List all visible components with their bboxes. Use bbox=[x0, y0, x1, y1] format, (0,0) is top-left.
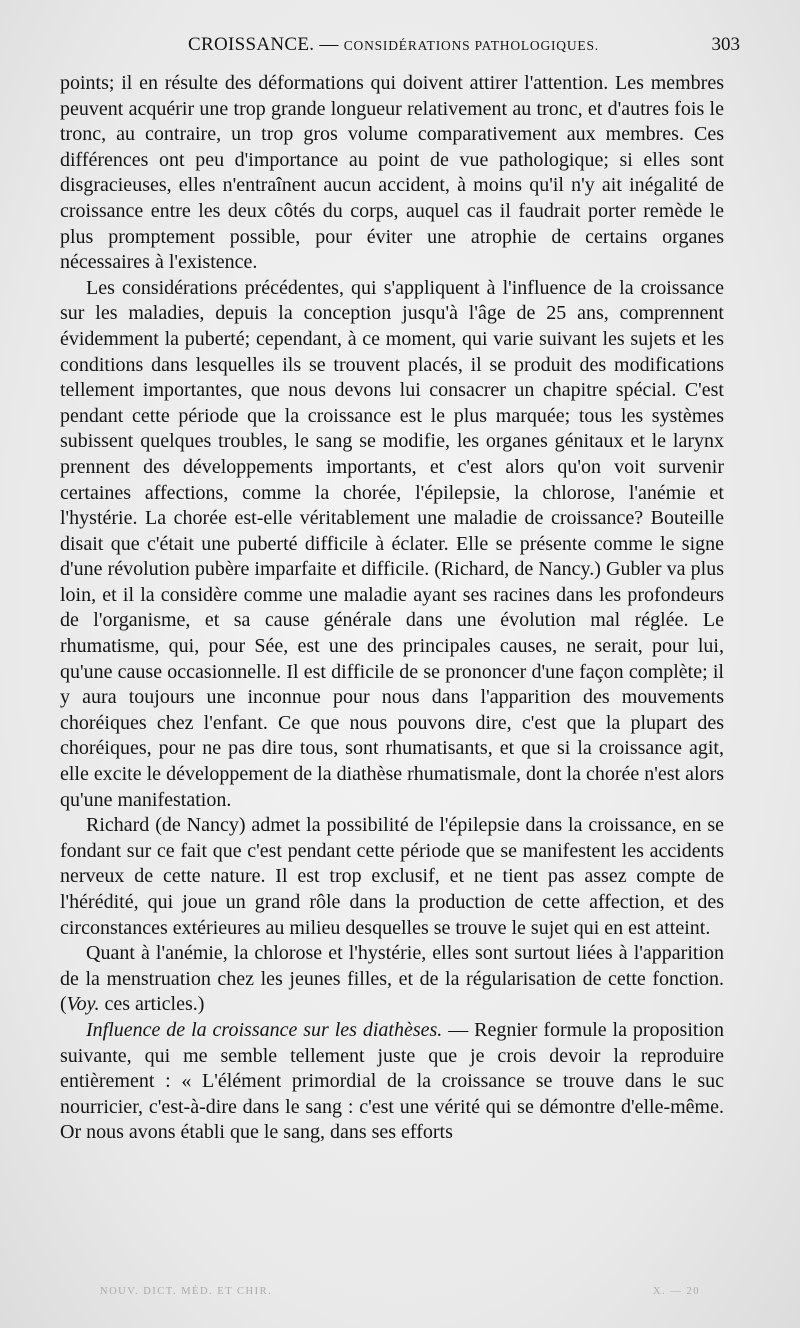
running-title bbox=[188, 34, 599, 56]
italic-voy: Voy. bbox=[66, 993, 100, 1016]
footer-left: NOUV. DICT. MÉD. ET CHIR. bbox=[100, 1286, 273, 1297]
running-title-sub: CONSIDÉRATIONS PATHOLOGIQUES. bbox=[343, 38, 599, 53]
footer-right: X. — 20 bbox=[653, 1286, 700, 1297]
body-text bbox=[60, 71, 724, 1146]
paragraph-4 bbox=[60, 941, 724, 1018]
paragraph-2: Les considérations précédentes, qui s'appliquent à l'influence de la croissance sur les maladies, depuis la conception jusqu'à l'âge de 25 ans, comprennent évidemment la puberté; cependant, à ce moment, qui varie suivant les sujets et les conditions dans lesquelles ils se trouvent placés, il se produit des modifications tellement importantes, que nous devons lui consacrer un chapitre spécial. C'est pendant cette période que la croissance est le plus marquée; tous les systèmes subissent quelques troubles, le sang se modifie, les organes génitaux et le larynx prennent des développements importants, et c'est alors qu'on voit survenir certaines affections, comme la chorée, l'épilepsie, la chlorose, l'anémie et l'hystérie. La chorée est-elle véritablement une maladie de croissance? Bouteille disait que c'était une puberté difficile à éclater. Elle se présente comme le signe d'une révolution pubère imparfaite et difficile. (Richard, de Nancy.) Gubler va plus loin, et il la considère comme une maladie ayant ses racines dans les profondeurs de l'organisme, et sa cause générale dans une évolution mal réglée. Le rhumatisme, qui, pour Sée, est une des principales causes, ne serait, pour lui, qu'une cause occasionnelle. Il est difficile de se prononcer d'une façon complète; il y aura toujours une inconnue pour nous dans l'apparition des mouvements choréiques chez l'enfant. Ce que nous pouvons dire, c'est que la plupart des choréiques, pour ne pas dire tous, sont rhumatisants, et que si la croissance agit, elle excite le développement de la diathèse rhumatismale, dont la chorée n'est alors qu'une manifestation. bbox=[60, 276, 724, 811]
paragraph-1: points; il en résulte des déformations qui doivent attirer l'attention. Les membres peuvent acquérir une trop grande longueur relativement au tronc, et d'autres fois le tronc, au contraire, un trop gros volume comparativement aux membres. Ces différences ont peu d'importance au point de vue pathologique; si elles sont disgracieuses, elles n'entraînent aucun accident, à moins qu'il n'y ait inégalité de croissance entre les deux côtés du corps, auquel cas il faudrait porter remède le plus promptement possible, pour éviter une atrophie de certains organes nécessaires à l'existence. bbox=[60, 72, 724, 274]
running-header bbox=[60, 34, 740, 64]
paragraph-4-text: Quant à l'anémie, la chlorose et l'hystérie, elles sont surtout liées à l'apparition de la menstruation chez les jeunes filles, et de la régularisation de cette fonction. (Voy. ces articles.) bbox=[60, 942, 724, 1016]
paragraph-5-text: Influence de la croissance sur les diathèses. — Regnier formule la proposition suivante, qui me semble tellement juste que je crois devoir la reproduire entièrement : « L'élément primordial de la croissance se trouve dans le suc nourricier, c'est-à-dire dans le sang : c'est une vérité qui se démontre d'elle-même. Or nous avons établi que le sang, dans ses efforts bbox=[60, 1018, 724, 1144]
paragraph-3: Richard (de Nancy) admet la possibilité de l'épilepsie dans la croissance, en se fondant sur ce fait que c'est pendant cette période que se manifestent les accidents nerveux de cette nature. Il est trop exclusif, et ne tient pas assez compte de l'hérédité, qui joue un grand rôle dans la production de cette affection, et des circonstances extérieures au milieu desquelles se trouve le sujet qui en est atteint. bbox=[60, 814, 724, 939]
running-title-main: CROISSANCE. — bbox=[188, 34, 339, 55]
page-number: 303 bbox=[711, 34, 740, 55]
signature-footer bbox=[100, 1286, 700, 1302]
italic-section-heading: Influence de la croissance sur les diathèses. bbox=[86, 1018, 443, 1041]
paragraph-5 bbox=[60, 1018, 724, 1146]
